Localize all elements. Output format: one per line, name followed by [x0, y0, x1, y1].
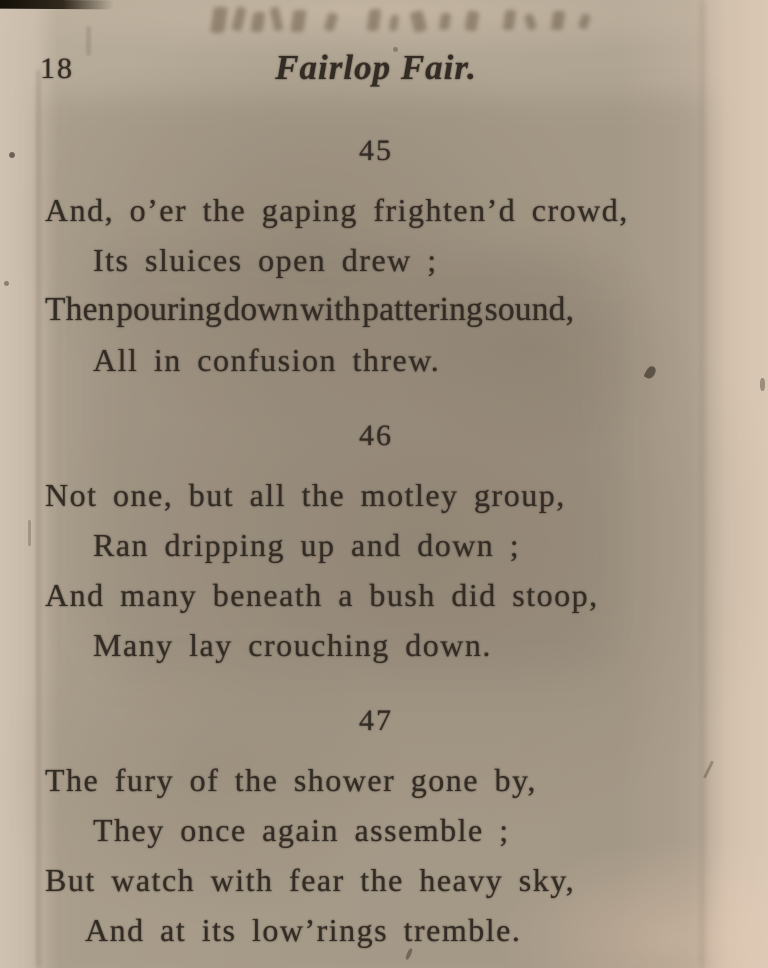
poem-line: And, o’er the gaping frighten’d crowd,	[45, 192, 629, 228]
poem-line: Its sluices open drew ;	[93, 242, 438, 278]
poem-line: And many beneath a bush did stoop,	[45, 577, 599, 613]
poem-line: Ran dripping up and down ;	[93, 527, 521, 563]
stanza-46	[0, 418, 768, 670]
stanza-number: 45	[359, 134, 393, 167]
stanza-number: 46	[359, 419, 393, 452]
poem-line: All in confusion threw.	[93, 342, 441, 378]
poem-line: The fury of the shower gone by,	[45, 762, 537, 798]
poem-line: But watch with fear the heavy sky,	[45, 862, 576, 898]
poem-line: Not one, but all the motley group,	[45, 477, 566, 513]
stanza-47	[0, 703, 768, 955]
stanza-45	[0, 133, 768, 385]
poem-line: They once again assemble ;	[93, 812, 510, 848]
show-through-marks	[208, 3, 612, 37]
poem-stanzas	[0, 118, 768, 968]
poem-line: And at its low’rings tremble.	[85, 912, 522, 948]
poem-line: Then pouring down with pattering sound,	[45, 291, 575, 328]
page-number: 18	[40, 52, 74, 85]
poem-line: Many lay crouching down.	[93, 627, 492, 663]
running-title: Fairlop Fair.	[275, 48, 477, 87]
scan-edge-mark	[0, 0, 114, 9]
stanza-number: 47	[359, 704, 393, 737]
